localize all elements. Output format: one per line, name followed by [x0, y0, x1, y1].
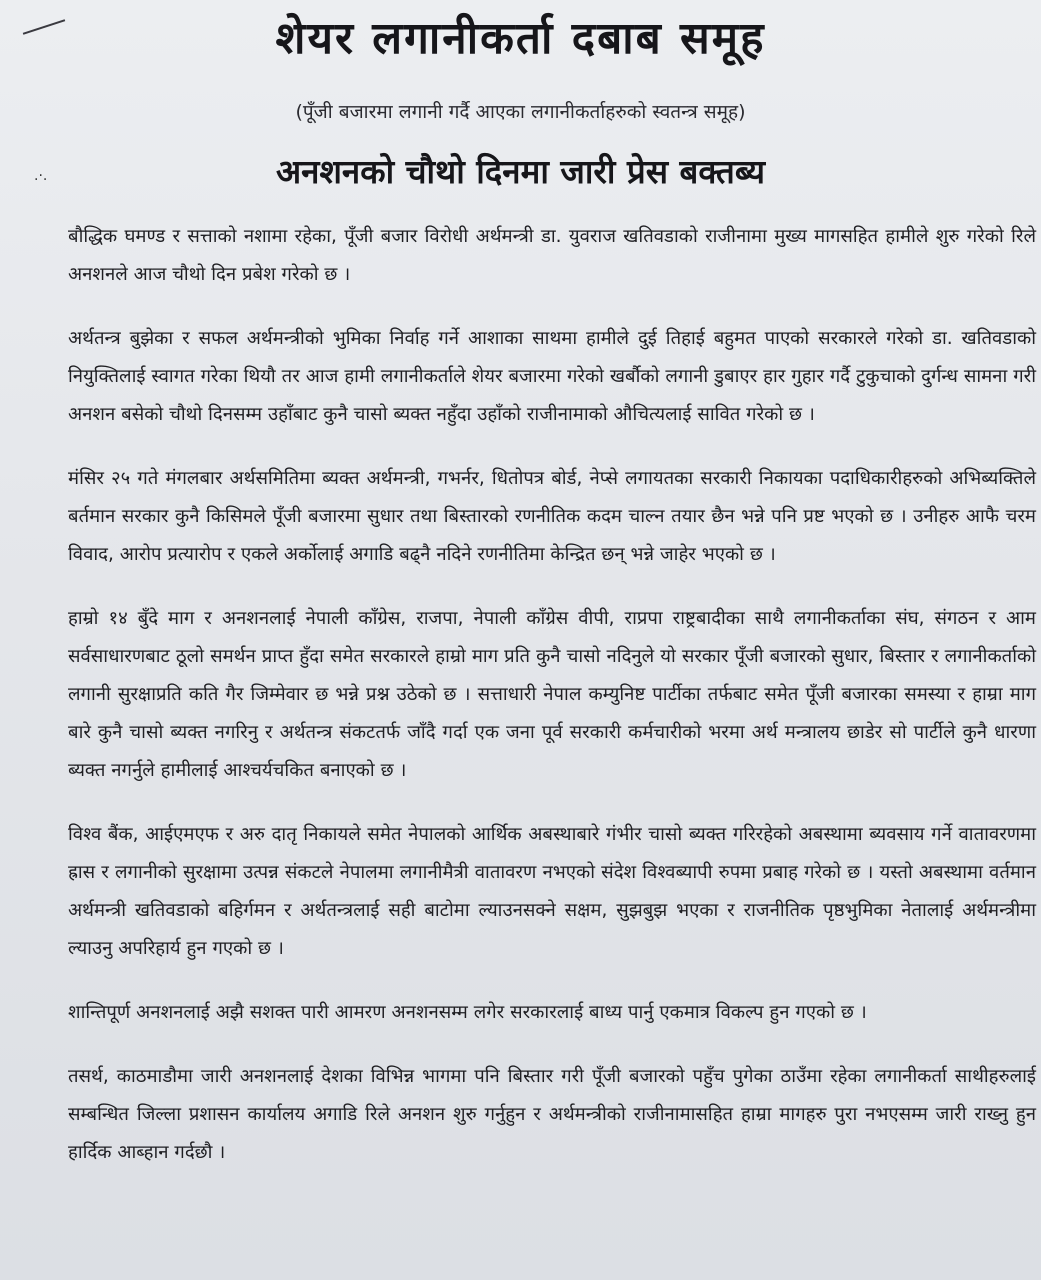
- paragraph-6: शान्तिपूर्ण अनशनलाई अझै सशक्त पारी आमरण अनशनसम्म लगेर सरकारलाई बाध्य पार्नु एकमात्र विकल्प हुन गएको छ ।: [68, 1002, 867, 1023]
- paragraph-4: हाम्रो १४ बुँदे माग र अनशनलाई नेपाली काँग्रेस, राजपा, नेपाली काँग्रेस वीपी, राप्रपा राष्ट्रबादीका साथै लगानीकर्ताका संघ, संगठन र आम सर्वसाधारणबाट ठूलो समर्थन प्राप्त हुँदा समेत सरकारले हाम्रो माग प्रति कुनै चासो नदिनुले यो सरकार पूँजी बजारको सुधार, बिस्तार र लगानीकर्ताको लगानी सुरक्षाप्रति कति गैर जिम्मेवार छ भन्ने प्रश्न उठेको छ । सत्ताधारी नेपाल कम्युनिष्ट पार्टीका तर्फबाट समेत पूँजी बजारका समस्या र हाम्रा माग बारे कुनै चासो ब्यक्त नगरिनु र अर्थतन्त्र संकटतर्फ जाँदै गर्दा एक जना पूर्व सरकारी कर्मचारीको भरमा अर्थ मन्त्रालय छाडेर सो पार्टीले कुनै धारणा ब्यक्त नगर्नुले हामीलाई आश्चर्यचकित बनाएको छ ।: [68, 608, 1036, 781]
- paragraph-7: तसर्थ, काठमाडौमा जारी अनशनलाई देशका विभिन्न भागमा पनि बिस्तार गरी पूँजी बजारको पहुँच पुगेका ठाउँमा रहेका लगानीकर्ता साथीहरुलाई सम्बन्धित जिल्ला प्रशासन कार्यालय अगाडि रिले अनशन शुरु गर्नुहुन र अर्थमन्त्रीको राजीनामासहित हाम्रा मागहरु पुरा नभएसम्म जारी राख्नु हुन हार्दिक आब्हान गर्दछौ ।: [68, 1066, 1036, 1163]
- paragraph-3: मंसिर २५ गते मंगलबार अर्थसमितिमा ब्यक्त अर्थमन्त्री, गभर्नर, धितोपत्र बोर्ड, नेप्से लगायतका सरकारी निकायका पदाधिकारीहरुको अभिब्यक्तिले बर्तमान सरकार कुनै किसिमले पूँजी बजारमा सुधार तथा बिस्तारको रणनीतिक कदम चाल्न तयार छैन भन्ने पनि प्रष्ट भएको छ । उनीहरु आफै चरम विवाद, आरोप प्रत्यारोप र एकले अर्कोलाई अगाडि बढ्नै नदिने रणनीतिमा केन्द्रित छन् भन्ने जाहेर भएको छ ।: [68, 468, 1036, 565]
- paragraph-2: अर्थतन्त्र बुझेका र सफल अर्थमन्त्रीको भुमिका निर्वाह गर्ने आशाका साथमा हामीले दुई तिहाई बहुमत पाएको सरकारले गरेको डा. खतिवडाको नियुक्तिलाई स्वागत गरेका थियौ तर आज हामी लगानीकर्ताले शेयर बजारमा गरेको खर्बौको लगानी डुबाएर हार गुहार गर्दै टुकुचाको दुर्गन्ध सामना गरी अनशन बसेको चौथो दिनसम्म उहाँबाट कुनै चासो ब्यक्त नहुँदा उहाँको राजीनामाको औचित्यलाई सावित गरेको छ ।: [68, 328, 1036, 425]
- document-title: शेयर लगानीकर्ता दबाब समूह: [275, 13, 766, 64]
- document-subtitle: (पूँजी बजारमा लगानी गर्दै आएका लगानीकर्ताहरुको स्वतन्त्र समूह): [295, 101, 746, 123]
- paragraph-1: बौद्धिक घमण्ड र सत्ताको नशामा रहेका, पूँजी बजार विरोधी अर्थमन्त्री डा. युवराज खतिवडाको राजीनामा मुख्य मागसहित हामीले शुरु गरेको रिले अनशनले आज चौथो दिन प्रबेश गरेको छ ।: [68, 226, 1036, 285]
- press-statement-heading: अनशनको चौथो दिनमा जारी प्रेस बक्तब्य: [275, 152, 766, 191]
- paragraph-5: विश्व बैंक, आईएमएफ र अरु दातृ निकायले समेत नेपालको आर्थिक अबस्थाबारे गंभीर चासो ब्यक्त गरिरहेको अबस्थामा ब्यवसाय गर्ने वातावरणमा ह्रास र लगानीको सुरक्षामा उत्पन्न संकटले नेपालमा लगानीमैत्री वातावरण नभएको संदेश विश्वब्यापी रुपमा प्रबाह गरेको छ । यस्तो अबस्थामा वर्तमान अर्थमन्त्री खतिवडाको बहिर्गमन र अर्थतन्त्रलाई सही बाटोमा ल्याउनसक्ने सक्षम, सुझबुझ भएका र राजनीतिक पृष्ठभुमिका नेतालाई अर्थमन्त्रीमा ल्याउनु अपरिहार्य हुन गएको छ ।: [68, 824, 1036, 959]
- statement-body: [68, 218, 1036, 1198]
- ink-dots: .·.: [34, 168, 48, 184]
